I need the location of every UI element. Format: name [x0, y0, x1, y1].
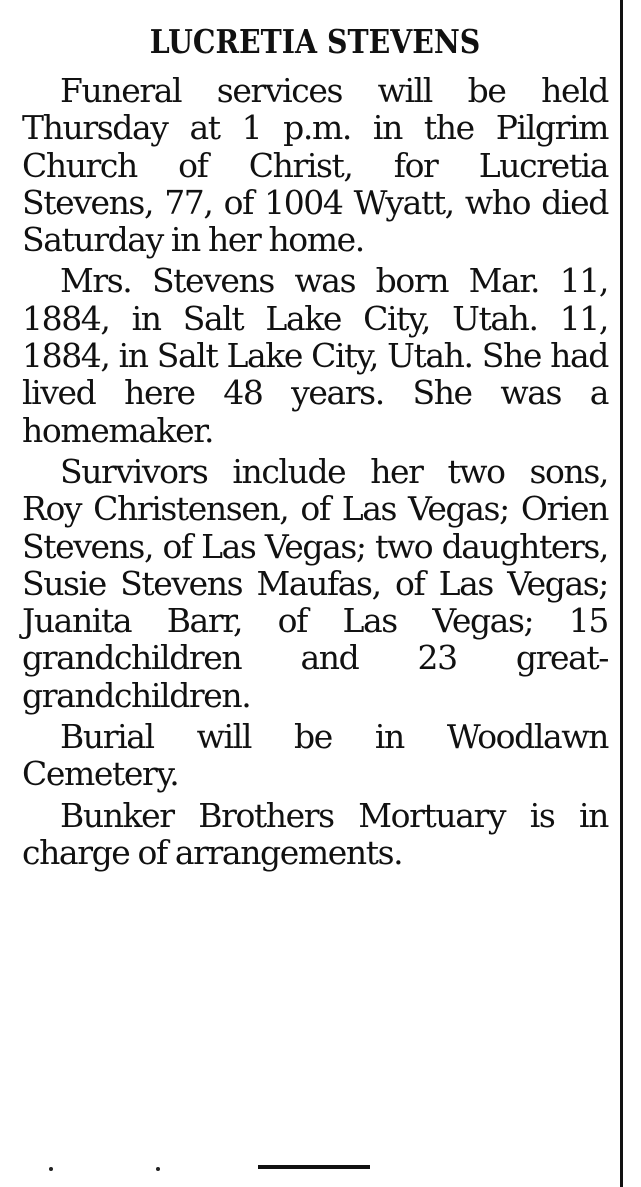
- paragraph-birth: Mrs. Stevens was born Mar. 11, 1884, in Salt Lake City, Utah. 11, 1884, in Salt Lake City, Utah. She had lived here 48 years. She was a homemaker.: [22, 261, 608, 450]
- paragraph-arrangements: Bunker Brothers Mortuary is in charge of arrangements.: [22, 795, 608, 872]
- print-speck: [49, 1167, 53, 1171]
- paragraph-funeral-services: Funeral services will be held Thursday at 1 p.m. in the Pilgrim Church of Christ, for Lucretia Stevens, 77, of 1004 Wyatt, who died Saturday in her home.: [22, 71, 608, 260]
- paragraph-burial: Burial will be in Woodlawn Cemetery.: [22, 717, 608, 794]
- obituary-column: [22, 22, 608, 871]
- column-rule: [620, 0, 623, 1187]
- obituary-headline: LUCRETIA STEVENS: [149, 22, 481, 61]
- end-rule: [258, 1165, 370, 1169]
- paragraph-survivors: Survivors include her two sons, Roy Christensen, of Las Vegas; Orien Stevens, of Las Vegas; two daughters, Susie Stevens Maufas, of Las Vegas; Juanita Barr, of Las Vegas; 15 grandchildren and 23 great-grandchildren.: [22, 451, 608, 715]
- end-of-article-mark: [0, 1160, 620, 1180]
- print-speck: [156, 1167, 160, 1171]
